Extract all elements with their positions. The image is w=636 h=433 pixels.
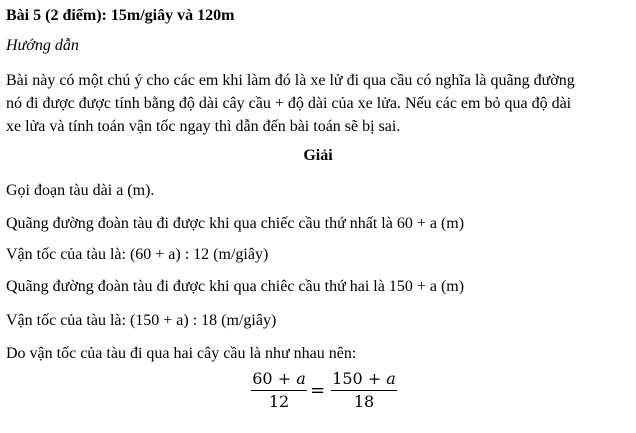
left-fraction (249, 368, 309, 413)
right-denominator: 18 (353, 392, 375, 411)
solution-heading: Giải (303, 147, 333, 164)
right-numerator (329, 368, 399, 390)
left-denominator: 12 (268, 392, 290, 411)
solution-line: Do vận tốc của tàu đi qua hai cây cầu là như nhau nên: (6, 345, 357, 362)
problem-title: Bài 5 (2 điểm): 15m/giây và 120m (6, 7, 235, 24)
right-numerator-const: 150 + (332, 369, 387, 388)
guide-line: nó đi được được tính bằng độ dài cây cầu + độ dài của xe lửa. Nếu các em bỏ qua độ dài (6, 95, 572, 112)
right-fraction (329, 368, 399, 413)
solution-line: Vận tốc của tàu là: (60 + a) : 12 (m/giây) (6, 246, 269, 263)
left-numerator-variable: a (296, 369, 306, 388)
solution-line: Gọi đoạn tàu dài a (m). (6, 182, 155, 199)
left-numerator-const: 60 + (252, 369, 297, 388)
equation (6, 368, 630, 418)
guide-paragraph (6, 69, 630, 138)
guide-label: Hướng dẫn (6, 37, 79, 54)
guide-line: xe lửa và tính toán vận tốc ngay thì dẫn đến bài toán sẽ bị sai. (6, 118, 401, 135)
solution-line: Quãng đường đoàn tàu đi được khi qua chiếc cầu thứ nhất là 60 + a (m) (6, 215, 465, 232)
solution-line: Quãng đường đoàn tàu đi được khi qua chiêc cầu thứ hai là 150 + a (m) (6, 278, 465, 295)
guide-line: Bài này có một chú ý cho các em khi làm đó là xe lử đi qua cầu có nghĩa là quãng đường (6, 72, 575, 89)
right-numerator-variable: a (386, 369, 396, 388)
equals-sign: = (310, 380, 326, 401)
solution-line: Vận tốc của tàu là: (150 + a) : 18 (m/giây) (6, 312, 277, 329)
left-numerator (249, 368, 309, 390)
